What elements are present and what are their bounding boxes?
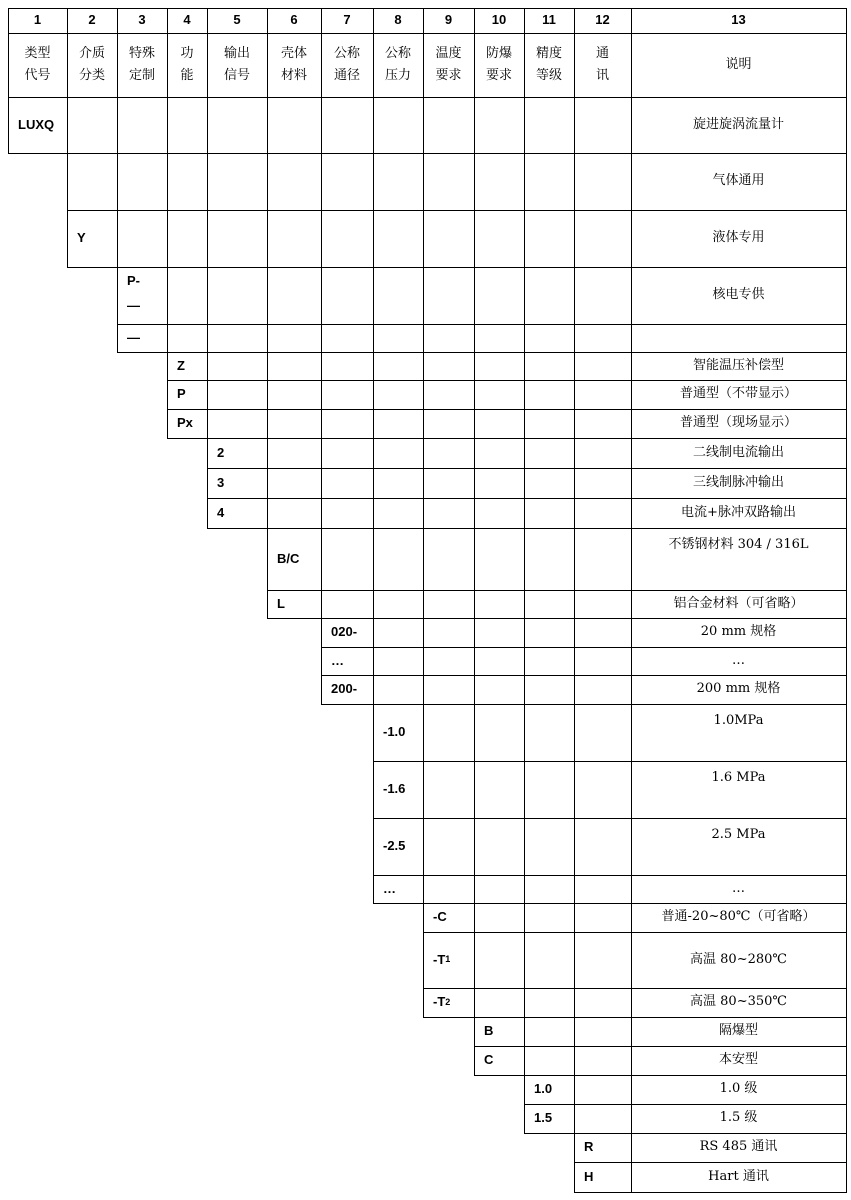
option-description: 液体专用 [712, 230, 765, 246]
option-description: 隔爆型 [718, 1023, 758, 1039]
option-description: 不锈钢材料 304 / 316L [668, 537, 809, 552]
grid-line-vertical [574, 1075, 575, 1105]
grid-line-vertical [267, 97, 268, 154]
grid-line-vertical [167, 267, 168, 325]
grid-line-vertical [423, 153, 424, 211]
option-code: 3 [217, 474, 225, 490]
grid-line-vertical [846, 153, 847, 211]
grid-line-vertical [167, 153, 168, 211]
option-description: 1.0MPa [713, 713, 764, 728]
grid-line-vertical [574, 528, 575, 591]
grid-line-vertical [524, 380, 525, 410]
grid-line-vertical [846, 1046, 847, 1076]
grid-line-vertical [207, 380, 208, 410]
grid-line-vertical [846, 380, 847, 410]
grid-line-vertical [321, 352, 322, 381]
column-number: 12 [595, 12, 610, 28]
grid-line-vertical [846, 675, 847, 705]
grid-line-vertical [574, 498, 575, 529]
grid-line-vertical [474, 618, 475, 648]
column-header: 精度 等级 [535, 45, 562, 83]
column-header: 壳体 材料 [280, 45, 307, 83]
option-description: 普通型（现场显示） [679, 415, 797, 431]
grid-line-vertical [574, 903, 575, 933]
grid-line-vertical [846, 932, 847, 989]
grid-line-vertical [846, 590, 847, 619]
grid-line-vertical [846, 618, 847, 648]
grid-line-vertical [373, 210, 374, 268]
column-number: 4 [183, 12, 191, 28]
grid-line-vertical [207, 324, 208, 353]
option-code: L [277, 595, 285, 611]
option-code: Px [177, 415, 193, 431]
option-description: 高温 80~280℃ [690, 951, 787, 967]
grid-line-vertical [207, 409, 208, 439]
grid-line-vertical [373, 267, 374, 325]
grid-line-vertical [574, 1017, 575, 1047]
grid-line-vertical [321, 498, 322, 529]
grid-line-vertical [321, 380, 322, 410]
grid-line-vertical [524, 590, 525, 619]
grid-line-vertical [574, 932, 575, 989]
grid-line-vertical [267, 153, 268, 211]
grid-line-vertical [846, 267, 847, 325]
column-header: 输出 信号 [223, 45, 250, 83]
grid-line-vertical [423, 818, 424, 876]
grid-line-vertical [474, 438, 475, 469]
grid-line-vertical [524, 210, 525, 268]
option-code: Z [177, 357, 185, 373]
grid-line-vertical [846, 528, 847, 591]
option-description: 普通-20~80℃（可省略） [661, 909, 816, 925]
grid-line-vertical [474, 468, 475, 499]
option-code: 2 [217, 444, 225, 460]
grid-line-vertical [574, 875, 575, 904]
option-description: 电流+脉冲双路输出 [681, 504, 796, 520]
grid-line-vertical [474, 324, 475, 353]
column-number: 5 [233, 12, 241, 28]
grid-line-vertical [474, 818, 475, 876]
grid-line-vertical [574, 267, 575, 325]
grid-line-vertical [524, 761, 525, 819]
grid-line-vertical [524, 468, 525, 499]
grid-line-vertical [207, 352, 208, 381]
grid-line-vertical [423, 438, 424, 469]
grid-line-vertical [373, 380, 374, 410]
column-header: 类型 代号 [24, 45, 51, 83]
grid-line-vertical [574, 1104, 575, 1134]
grid-line-vertical [474, 988, 475, 1018]
grid-line-vertical [574, 618, 575, 648]
grid-line-vertical [373, 438, 374, 469]
option-description: 1.6 MPa [711, 770, 766, 785]
grid-line-vertical [574, 590, 575, 619]
option-code: 4 [217, 504, 225, 520]
grid-line-vertical [846, 468, 847, 499]
option-description: 三线制脉冲输出 [692, 474, 784, 490]
option-code: B/C [277, 550, 300, 566]
option-code [67, 153, 117, 210]
option-code: -T 2 [433, 994, 451, 1010]
column-header: 公称 压力 [384, 45, 411, 83]
option-code: 1.5 [534, 1110, 553, 1126]
grid-line-vertical [846, 1133, 847, 1163]
grid-line-vertical [524, 618, 525, 648]
grid-line-vertical [423, 590, 424, 619]
grid-line-vertical [321, 528, 322, 591]
grid-line-vertical [524, 818, 525, 876]
column-header: 功 能 [180, 45, 194, 83]
grid-line-vertical [117, 210, 118, 268]
grid-line-vertical [846, 210, 847, 268]
grid-line-vertical [267, 210, 268, 268]
grid-line-vertical [524, 1017, 525, 1047]
grid-line-vertical [574, 675, 575, 705]
grid-line-vertical [474, 675, 475, 705]
option-code: -C [433, 909, 447, 925]
grid-line-vertical [423, 468, 424, 499]
option-code: B [484, 1023, 494, 1039]
grid-line-vertical [267, 498, 268, 529]
grid-line-vertical [321, 409, 322, 439]
option-description: 20 mm 规格 [700, 624, 777, 640]
grid-line-vertical [524, 438, 525, 469]
grid-line-vertical [321, 210, 322, 268]
grid-line-vertical [423, 210, 424, 268]
option-code: 200- [331, 681, 358, 697]
grid-line-vertical [167, 97, 168, 154]
grid-line-vertical [117, 97, 118, 154]
grid-line-vertical [267, 438, 268, 469]
option-description: 200 mm 规格 [696, 681, 781, 697]
grid-line-vertical [474, 97, 475, 154]
grid-line-vertical [846, 704, 847, 762]
grid-line-vertical [574, 153, 575, 211]
grid-line-vertical [846, 409, 847, 439]
grid-line-vertical [267, 267, 268, 325]
option-code: P- — [127, 273, 140, 313]
grid-line-vertical [167, 210, 168, 268]
grid-line-vertical [524, 1046, 525, 1076]
grid-line-vertical [267, 352, 268, 381]
grid-line-vertical [574, 324, 575, 353]
option-code: 1.0 [534, 1081, 553, 1097]
grid-line-vertical [524, 324, 525, 353]
grid-line-vertical [846, 1017, 847, 1047]
grid-line-vertical [267, 380, 268, 410]
grid-line-vertical [524, 988, 525, 1018]
grid-line-vertical [207, 153, 208, 211]
grid-line-vertical [267, 409, 268, 439]
grid-line-vertical [207, 267, 208, 325]
column-header: 温度 要求 [435, 45, 462, 83]
grid-line-vertical [474, 498, 475, 529]
grid-line-vertical [524, 352, 525, 381]
grid-line-vertical [574, 380, 575, 410]
grid-line-vertical [373, 590, 374, 619]
grid-line-vertical [846, 324, 847, 353]
grid-line-vertical [474, 153, 475, 211]
option-description: 1.0 级 [719, 1081, 758, 1097]
grid-line-vertical [474, 267, 475, 325]
grid-line-vertical [846, 761, 847, 819]
grid-line-vertical [474, 352, 475, 381]
grid-line-vertical [846, 1104, 847, 1134]
column-header: 防爆 要求 [485, 45, 512, 83]
option-code: P [177, 386, 186, 402]
grid-line-vertical [524, 704, 525, 762]
grid-line-vertical [373, 498, 374, 529]
option-description: 核电专供 [712, 287, 765, 303]
option-description: 二线制电流输出 [692, 444, 784, 460]
grid-line-vertical [423, 704, 424, 762]
grid-line-vertical [574, 647, 575, 676]
grid-line-vertical [574, 409, 575, 439]
grid-line-vertical [474, 932, 475, 989]
grid-line-vertical [423, 267, 424, 325]
grid-line-vertical [423, 498, 424, 529]
option-description: 旋进旋涡流量计 [692, 116, 784, 132]
column-header: 公称 通径 [333, 45, 360, 83]
grid-line-vertical [423, 875, 424, 904]
column-number: 3 [138, 12, 146, 28]
option-code: R [584, 1139, 594, 1155]
option-code: … [331, 652, 344, 668]
column-header: 介质 分类 [78, 45, 105, 83]
grid-line-vertical [474, 704, 475, 762]
option-description: 1.5 级 [719, 1110, 758, 1126]
grid-line-vertical [373, 528, 374, 591]
grid-line-vertical [321, 468, 322, 499]
option-description: … [732, 652, 745, 668]
grid-line-vertical [321, 438, 322, 469]
option-code: LUXQ [18, 116, 55, 132]
option-code: Y [77, 230, 86, 246]
grid-line-vertical [574, 438, 575, 469]
grid-line-vertical [423, 409, 424, 439]
grid-line-vertical [846, 1075, 847, 1105]
grid-line-vertical [423, 647, 424, 676]
column-number: 2 [88, 12, 96, 28]
grid-line-vertical [524, 647, 525, 676]
grid-line-vertical [373, 352, 374, 381]
grid-line-vertical [846, 1162, 847, 1193]
grid-line-vertical [846, 8, 847, 98]
grid-line-vertical [373, 618, 374, 648]
grid-line-vertical [423, 675, 424, 705]
grid-line-vertical [373, 324, 374, 353]
option-description: 2.5 MPa [711, 827, 766, 842]
grid-line-vertical [524, 875, 525, 904]
column-number: 11 [542, 12, 556, 28]
grid-line-vertical [423, 528, 424, 591]
column-number: 6 [290, 12, 298, 28]
option-code: -2.5 [383, 838, 406, 854]
grid-line-vertical [373, 409, 374, 439]
column-number: 10 [491, 12, 507, 28]
grid-line-vertical [423, 97, 424, 154]
option-description [631, 324, 846, 352]
grid-line-vertical [474, 875, 475, 904]
grid-line-vertical [423, 324, 424, 353]
column-header: 通 讯 [595, 45, 609, 83]
grid-line-vertical [67, 97, 68, 154]
grid-line-vertical [373, 153, 374, 211]
grid-line-vertical [423, 380, 424, 410]
option-description: 本安型 [718, 1052, 758, 1068]
grid-line-vertical [321, 324, 322, 353]
option-description: 高温 80~350℃ [690, 994, 787, 1010]
option-code: — [127, 329, 140, 345]
grid-line-vertical [117, 153, 118, 211]
option-description: 普通型（不带显示） [679, 386, 797, 402]
option-description: RS 485 通讯 [699, 1139, 778, 1155]
subscript: 1 [445, 954, 451, 965]
grid-line-vertical [423, 761, 424, 819]
grid-line-horizontal [8, 153, 67, 154]
grid-line-vertical [574, 210, 575, 268]
option-code: C [484, 1052, 494, 1068]
grid-line-vertical [846, 647, 847, 676]
grid-line-vertical [267, 324, 268, 353]
grid-line-vertical [574, 988, 575, 1018]
option-description: 铝合金材料（可省略） [673, 595, 804, 611]
grid-line-vertical [846, 875, 847, 904]
grid-line-vertical [524, 528, 525, 591]
column-number: 13 [731, 12, 746, 28]
grid-line-vertical [846, 438, 847, 469]
grid-line-vertical [574, 97, 575, 154]
column-number: 7 [343, 12, 351, 28]
grid-line-vertical [524, 903, 525, 933]
option-code: H [584, 1168, 594, 1184]
column-header: 说明 [725, 56, 752, 72]
grid-line-vertical [846, 818, 847, 876]
grid-line-vertical [373, 97, 374, 154]
grid-line-vertical [846, 988, 847, 1018]
grid-line-vertical [267, 468, 268, 499]
grid-line-vertical [474, 647, 475, 676]
grid-line-vertical [373, 468, 374, 499]
grid-line-vertical [524, 97, 525, 154]
grid-line-vertical [373, 675, 374, 705]
grid-line-vertical [474, 590, 475, 619]
grid-line-vertical [574, 1046, 575, 1076]
grid-line-vertical [524, 153, 525, 211]
grid-line-vertical [474, 380, 475, 410]
grid-line-vertical [474, 528, 475, 591]
grid-line-vertical [474, 761, 475, 819]
grid-line-vertical [167, 324, 168, 353]
option-code: -1.6 [383, 781, 406, 797]
grid-line-vertical [524, 932, 525, 989]
grid-line-vertical [524, 498, 525, 529]
grid-line-vertical [524, 409, 525, 439]
grid-line-vertical [423, 618, 424, 648]
option-code: 020- [331, 624, 358, 640]
column-number: 9 [444, 12, 453, 28]
grid-line-vertical [574, 704, 575, 762]
grid-line-vertical [846, 97, 847, 154]
grid-line-vertical [321, 267, 322, 325]
grid-line-vertical [524, 675, 525, 705]
option-description: Hart 通讯 [708, 1168, 769, 1184]
grid-line-vertical [846, 903, 847, 933]
option-code: … [383, 880, 396, 896]
option-description: 气体通用 [712, 173, 765, 189]
column-number: 8 [394, 12, 402, 28]
grid-line-vertical [474, 903, 475, 933]
subscript: 2 [445, 996, 451, 1007]
grid-line-vertical [846, 352, 847, 381]
option-description: 智能温压补偿型 [692, 357, 784, 373]
grid-line-vertical [423, 352, 424, 381]
column-header: 特殊 定制 [128, 45, 155, 83]
grid-line-vertical [574, 761, 575, 819]
grid-line-vertical [574, 468, 575, 499]
grid-line-horizontal [574, 1192, 846, 1193]
option-code: -T 1 [433, 951, 451, 967]
option-code: -1.0 [383, 724, 406, 740]
grid-line-vertical [207, 210, 208, 268]
grid-line-vertical [574, 818, 575, 876]
grid-line-vertical [574, 352, 575, 381]
grid-line-vertical [846, 498, 847, 529]
grid-line-vertical [524, 267, 525, 325]
column-number: 1 [33, 12, 42, 28]
grid-line-vertical [474, 409, 475, 439]
grid-line-vertical [207, 97, 208, 154]
grid-line-vertical [321, 153, 322, 211]
grid-line-vertical [373, 647, 374, 676]
grid-line-vertical [474, 210, 475, 268]
grid-line-vertical [321, 97, 322, 154]
option-description: … [732, 880, 745, 896]
grid-line-vertical [321, 590, 322, 619]
